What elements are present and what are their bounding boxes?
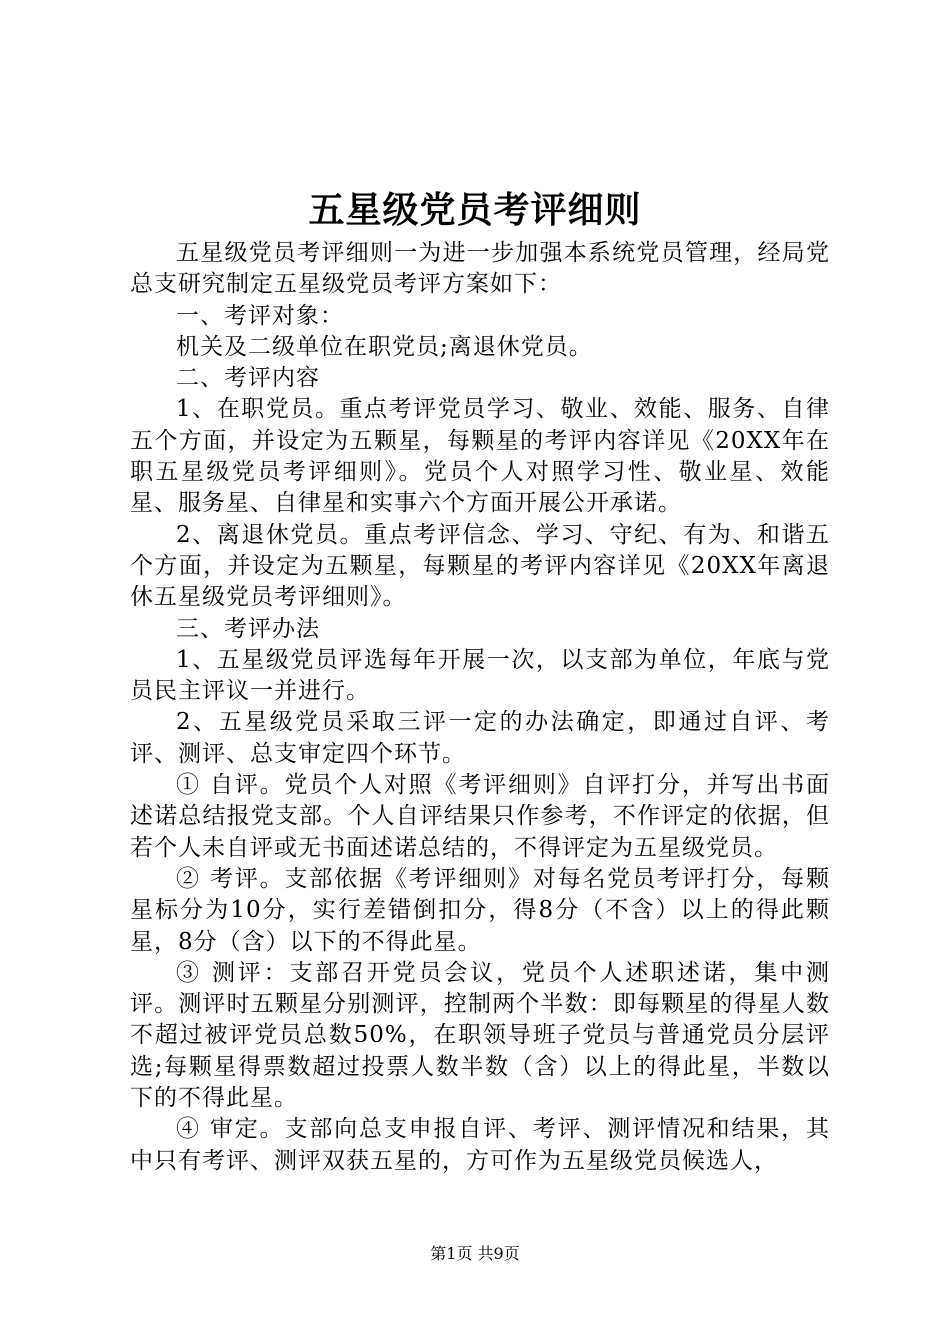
page-footer: 第1页 共9页 [430, 1244, 520, 1263]
paragraph: 2、五星级党员采取三评一定的办法确定，即通过自评、考评、测评、总支审定四个环节。 [130, 709, 830, 767]
paragraph: 2、离退休党员。重点考评信念、学习、守纪、有为、和谐五个方面，并设定为五颗星，每颗星的考评内容详见《20XX年离退休五星级党员考评细则》。 [130, 521, 830, 611]
paragraph-intro: 五星级党员考评细则一为进一步加强本系统党员管理，经局党总支研究制定五星级党员考评方案如下： [130, 240, 830, 298]
paragraph: ④ 审定。支部向总支申报自评、考评、测评情况和结果，其中只有考评、测评双获五星的，方可作为五星级党员候选人， [130, 1116, 830, 1174]
paragraph: ② 考评。支部依据《考评细则》对每名党员考评打分，每颗星标分为10分，实行差错倒扣分，得8分（不含）以上的得此颗星，8分（含）以下的不得此星。 [130, 865, 830, 955]
paragraph: ③ 测评：支部召开党员会议，党员个人述职述诺，集中测评。测评时五颗星分别测评，控制两个半数：即每颗星的得星人数不超过被评党员总数50%，在职领导班子党员与普通党员分层评选;每颗星得票数超过投票人数半数（含）以上的得此星，半数以下的不得此星。 [130, 959, 830, 1112]
section-heading-3: 三、考评办法 [176, 615, 320, 642]
section-heading-2: 二、考评内容 [176, 365, 320, 392]
paragraph: 1、在职党员。重点考评党员学习、敬业、效能、服务、自律五个方面，并设定为五颗星，每颗星的考评内容详见《20XX年在职五星级党员考评细则》。党员个人对照学习性、敬业星、效能星、服务星、自律星和实事六个方面开展公开承诺。 [130, 396, 830, 517]
paragraph: 机关及二级单位在职党员;离退休党员。 [176, 333, 593, 360]
document-title: 五星级党员考评细则 [308, 189, 642, 231]
section-heading-1: 一、考评对象： [176, 302, 344, 329]
paragraph: 1、五星级党员评选每年开展一次，以支部为单位，年底与党员民主评议一并进行。 [130, 646, 830, 705]
paragraph: ① 自评。党员个人对照《考评细则》自评打分，并写出书面述诺总结报党支部。个人自评结果只作参考，不作评定的依据，但若个人未自评或无书面述诺总结的，不得评定为五星级党员。 [130, 772, 830, 861]
document-body [130, 238, 830, 1177]
